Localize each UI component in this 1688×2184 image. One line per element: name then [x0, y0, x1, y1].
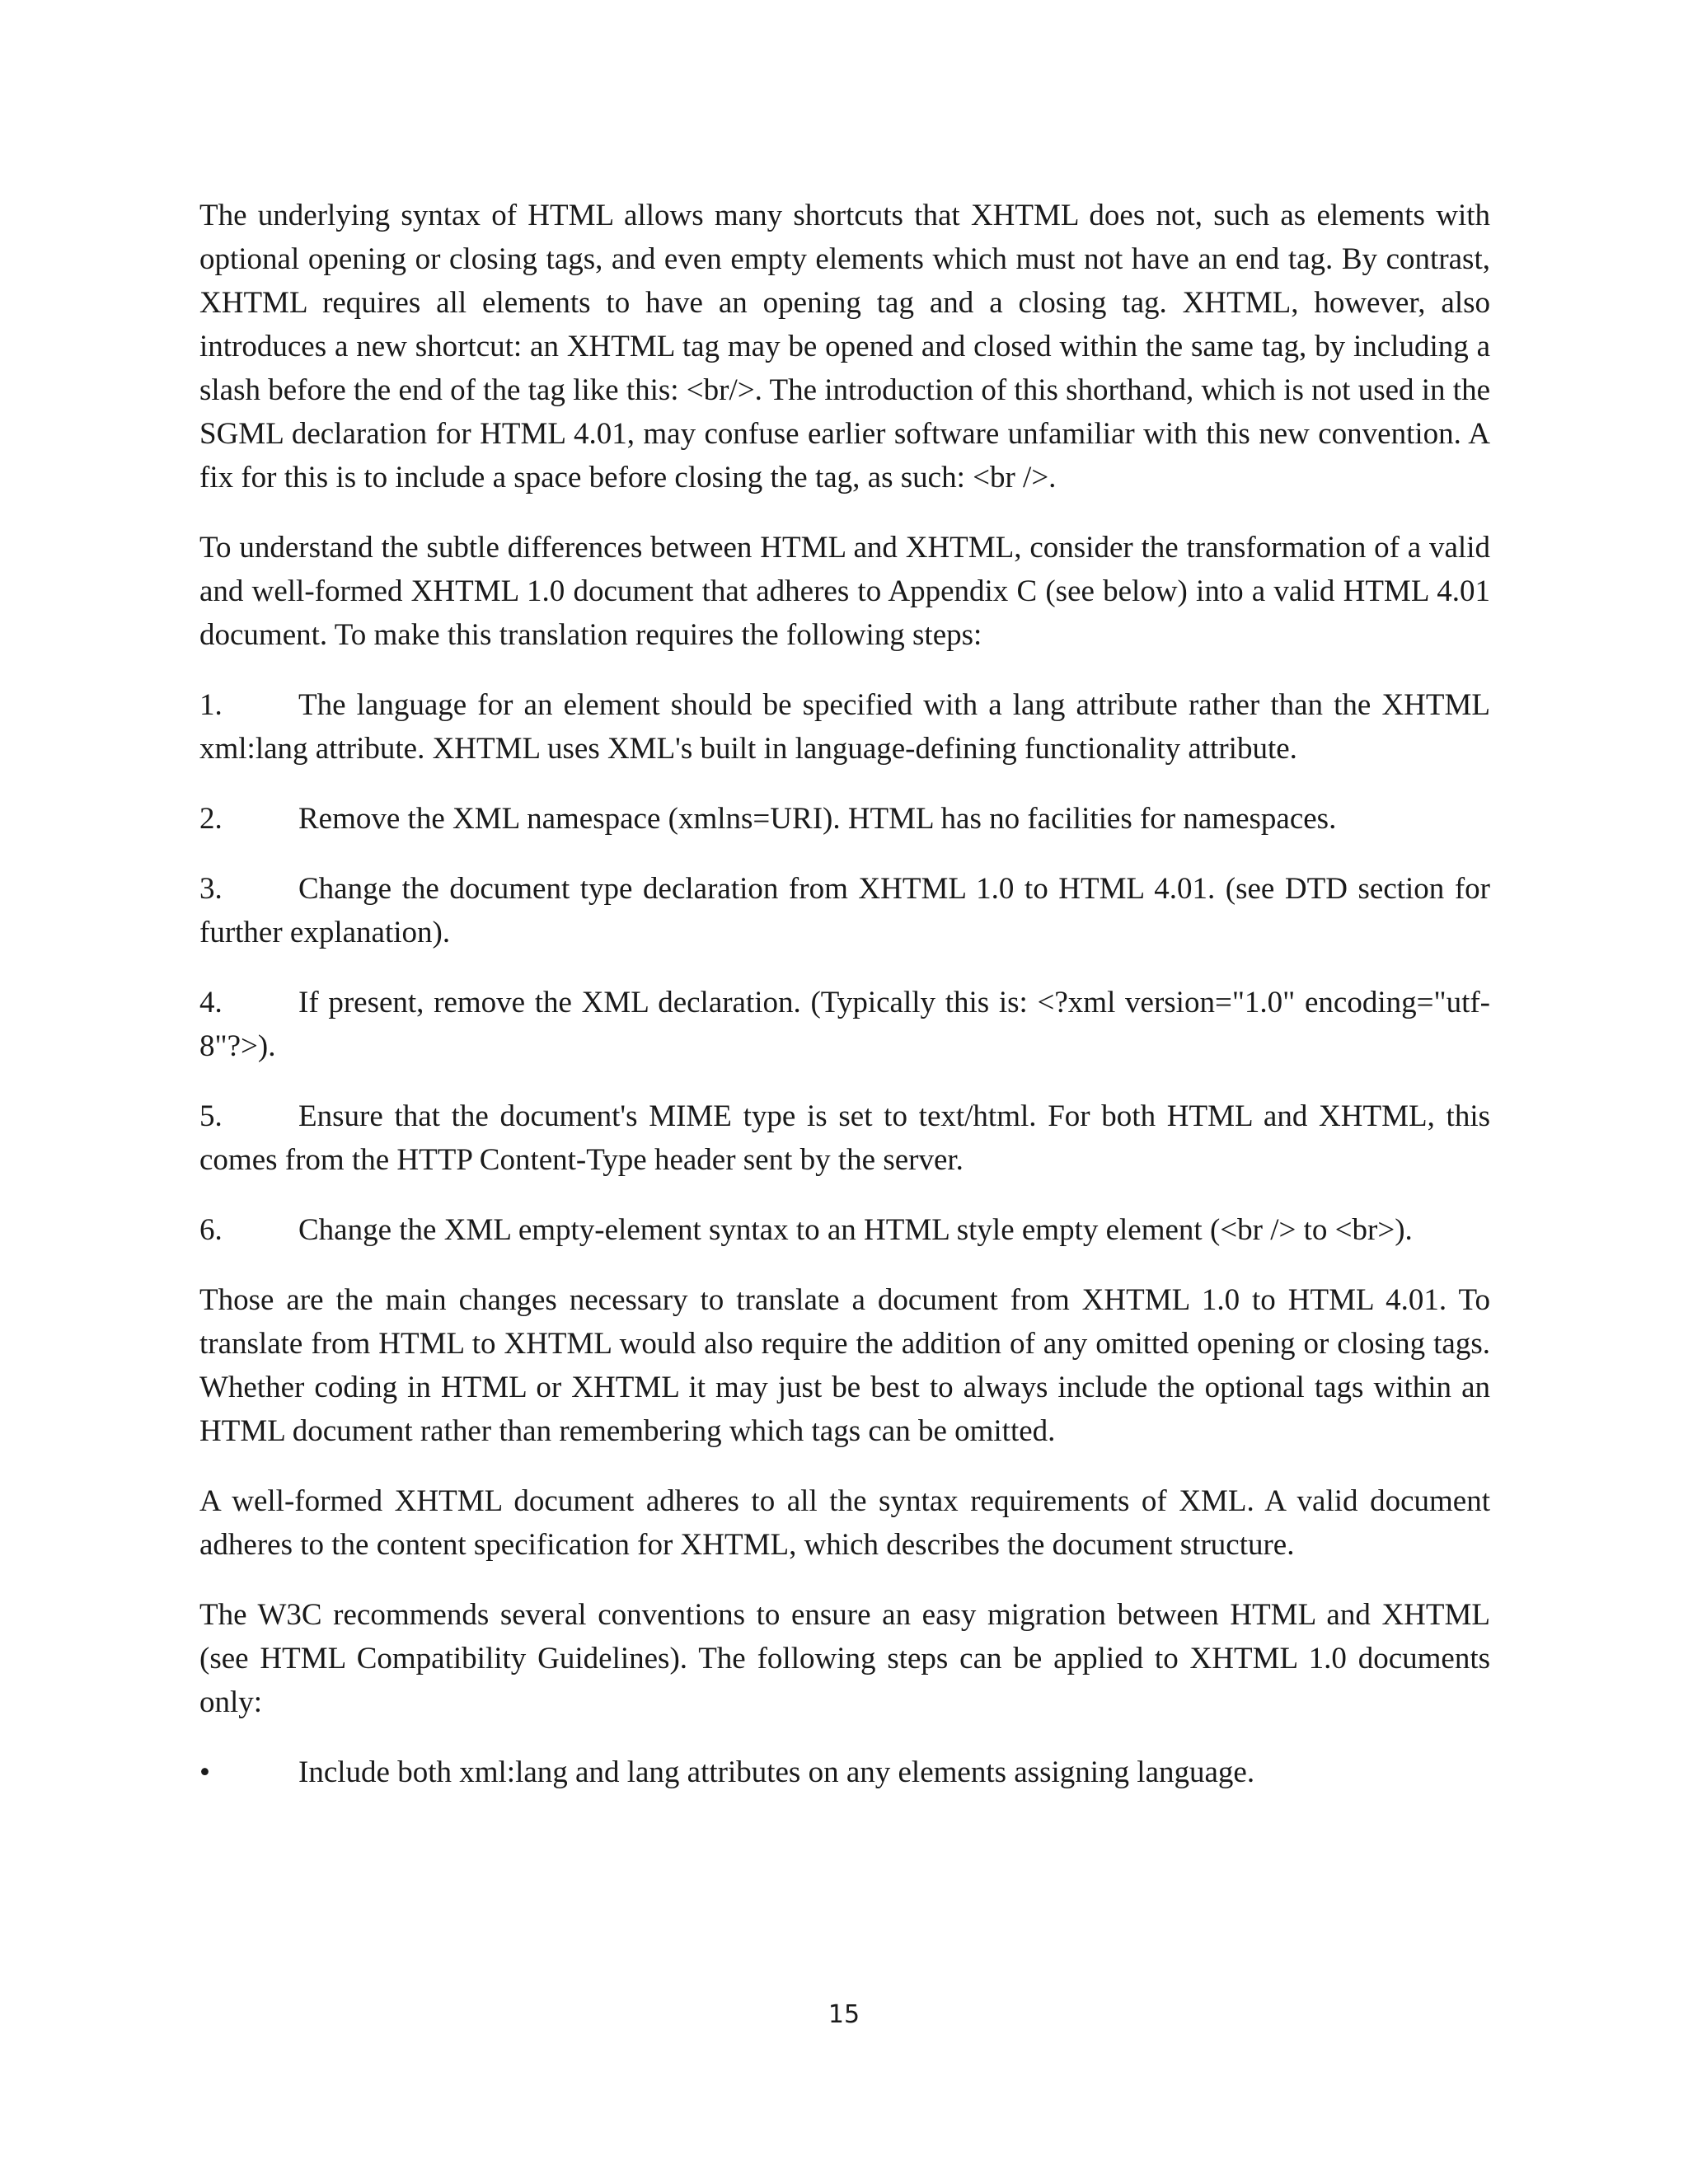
step-number: 5.: [199, 1099, 223, 1133]
step-text: If present, remove the XML declaration. (Typically this is: <?xml version="1.0" encoding="utf-8"?>).: [199, 986, 1490, 1063]
paragraph-w3c-conventions: The W3C recommends several conventions to ensure an easy migration between HTML and XHTML (see HTML Compatibility Guidelines). The following steps can be applied to XHTML 1.0 documents only:: [199, 1598, 1490, 1719]
step-text: Ensure that the document's MIME type is set to text/html. For both HTML and XHTML, this comes from the HTTP Content-Type header sent by the server.: [199, 1099, 1490, 1177]
step-number: 6.: [199, 1213, 223, 1247]
bullet-marker: •: [199, 1755, 210, 1789]
step-number: 3.: [199, 872, 223, 906]
step-item: [199, 981, 1490, 1068]
step-item: [199, 797, 1490, 841]
page-number: 15: [828, 2000, 860, 2029]
step-text: The language for an element should be specified with a lang attribute rather than the XHTML xml:lang attribute. XHTML uses XML's built in language-defining functionality attribute.: [199, 688, 1490, 766]
step-item: [199, 1094, 1490, 1182]
paragraph-main-changes: Those are the main changes necessary to translate a document from XHTML 1.0 to HTML 4.01. To translate from HTML to XHTML would also require the addition of any omitted opening or closing tags. Whether coding in HTML or XHTML it may just be best to always include the optional tags within an HTML document rather than remembering which tags can be omitted.: [199, 1283, 1490, 1448]
step-number: 1.: [199, 688, 223, 722]
step-text: Change the XML empty-element syntax to an HTML style empty element (<br /> to <br>).: [298, 1213, 1413, 1247]
step-text: Remove the XML namespace (xmlns=URI). HTML has no facilities for namespaces.: [298, 802, 1337, 836]
bullet-item: [199, 1750, 1490, 1794]
paragraph-differences: To understand the subtle differences between HTML and XHTML, consider the transformation of a valid and well-formed XHTML 1.0 document that adheres to Appendix C (see below) into a valid HTML 4.01 document. To make this translation requires the following steps:: [199, 531, 1490, 652]
paragraph-well-formed: A well-formed XHTML document adheres to all the syntax requirements of XML. A valid document adheres to the content specification for XHTML, which describes the document structure.: [199, 1484, 1490, 1562]
step-item: [199, 683, 1490, 771]
paragraph-html-syntax: The underlying syntax of HTML allows many shortcuts that XHTML does not, such as elements with optional opening or closing tags, and even empty elements which must not have an end tag. By contrast, XHTML requires all elements to have an opening tag and a closing tag. XHTML, however, also introduces a new shortcut: an XHTML tag may be opened and closed within the same tag, by including a slash before the end of the tag like this: <br/>. The introduction of this shorthand, which is not used in the SGML declaration for HTML 4.01, may confuse earlier software unfamiliar with this new convention. A fix for this is to include a space before closing the tag, as such: <br />.: [199, 199, 1490, 494]
step-item: [199, 1208, 1490, 1252]
document-body: [199, 194, 1490, 1821]
step-number: 2.: [199, 802, 223, 836]
step-text: Change the document type declaration from XHTML 1.0 to HTML 4.01. (see DTD section for further explanation).: [199, 872, 1490, 949]
bullet-text: Include both xml:lang and lang attributes on any elements assigning language.: [298, 1755, 1255, 1789]
step-number: 4.: [199, 986, 223, 1019]
step-item: [199, 867, 1490, 954]
